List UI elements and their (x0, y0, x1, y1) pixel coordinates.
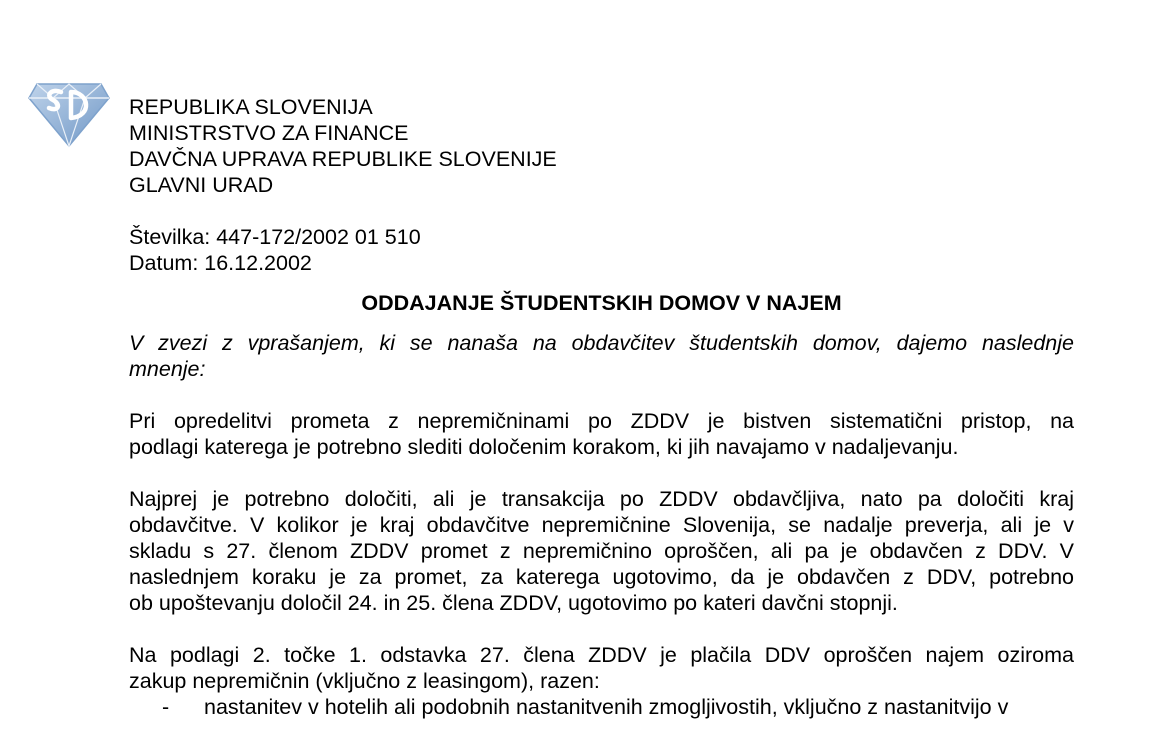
intro-line: V zvezi z vprašanjem, ki se nanaša na obdavčitev študentskih domov, dajemo naslednje (129, 331, 1074, 355)
bullet-text: nastanitev v hotelih ali podobnih nastanitvenih zmogljivostih, vključno z nastanitvijo v (204, 695, 1009, 719)
paragraph-line: podlagi katerega je potrebno slediti določenim korakom, ki jih navajamo v nadaljevanju. (129, 435, 959, 459)
intro-line: mnenje: (129, 357, 206, 381)
paragraph-line: obdavčitve. V kolikor je kraj obdavčitve nepremičnine Slovenija, se nadalje preverja, ali je v (129, 513, 1074, 537)
bullet-item (129, 694, 1074, 720)
header-line: MINISTRSTVO ZA FINANCE (129, 121, 409, 145)
paragraph-line: zakup nepremičnin (vključno z leasingom), razen: (129, 669, 600, 693)
document-number: Številka: 447-172/2002 01 510 (129, 225, 421, 249)
paragraph-line: Najprej je potrebno določiti, ali je transakcija po ZDDV obdavčljiva, nato pa določiti kraj (129, 487, 1074, 511)
paragraph-line: Pri opredelitvi prometa z nepremičninami po ZDDV je bistven sistematični pristop, na (129, 409, 1074, 433)
header-line: DAVČNA UPRAVA REPUBLIKE SLOVENIJE (129, 147, 557, 171)
document-body (129, 94, 1074, 720)
paragraph-1 (129, 408, 1074, 460)
bullet-dash: - (162, 695, 170, 719)
paragraph-line: skladu s 27. členom ZDDV promet z nepremičnino oproščen, ali pa je obdavčen z DDV. V (129, 539, 1074, 563)
paragraph-line: Na podlagi 2. točke 1. odstavka 27. člena ZDDV je plačila DDV oproščen najem oziroma (129, 643, 1074, 667)
paragraph-3 (129, 642, 1074, 694)
header-line: REPUBLIKA SLOVENIJA (129, 95, 373, 119)
paragraph-2 (129, 486, 1074, 616)
paragraph-line: naslednjem koraku je za promet, za katerega ugotovimo, da je obdavčen z DDV, potrebno (129, 565, 1074, 589)
intro-paragraph (129, 330, 1074, 382)
document-date: Datum: 16.12.2002 (129, 251, 312, 275)
tax-administration-logo (27, 78, 111, 148)
header-line: GLAVNI URAD (129, 173, 274, 197)
paragraph-line: ob upoštevanju določil 24. in 25. člena ZDDV, ugotovimo po kateri davčni stopnji. (129, 591, 898, 615)
document-title: ODDAJANJE ŠTUDENTSKIH DOMOV V NAJEM (361, 291, 842, 315)
